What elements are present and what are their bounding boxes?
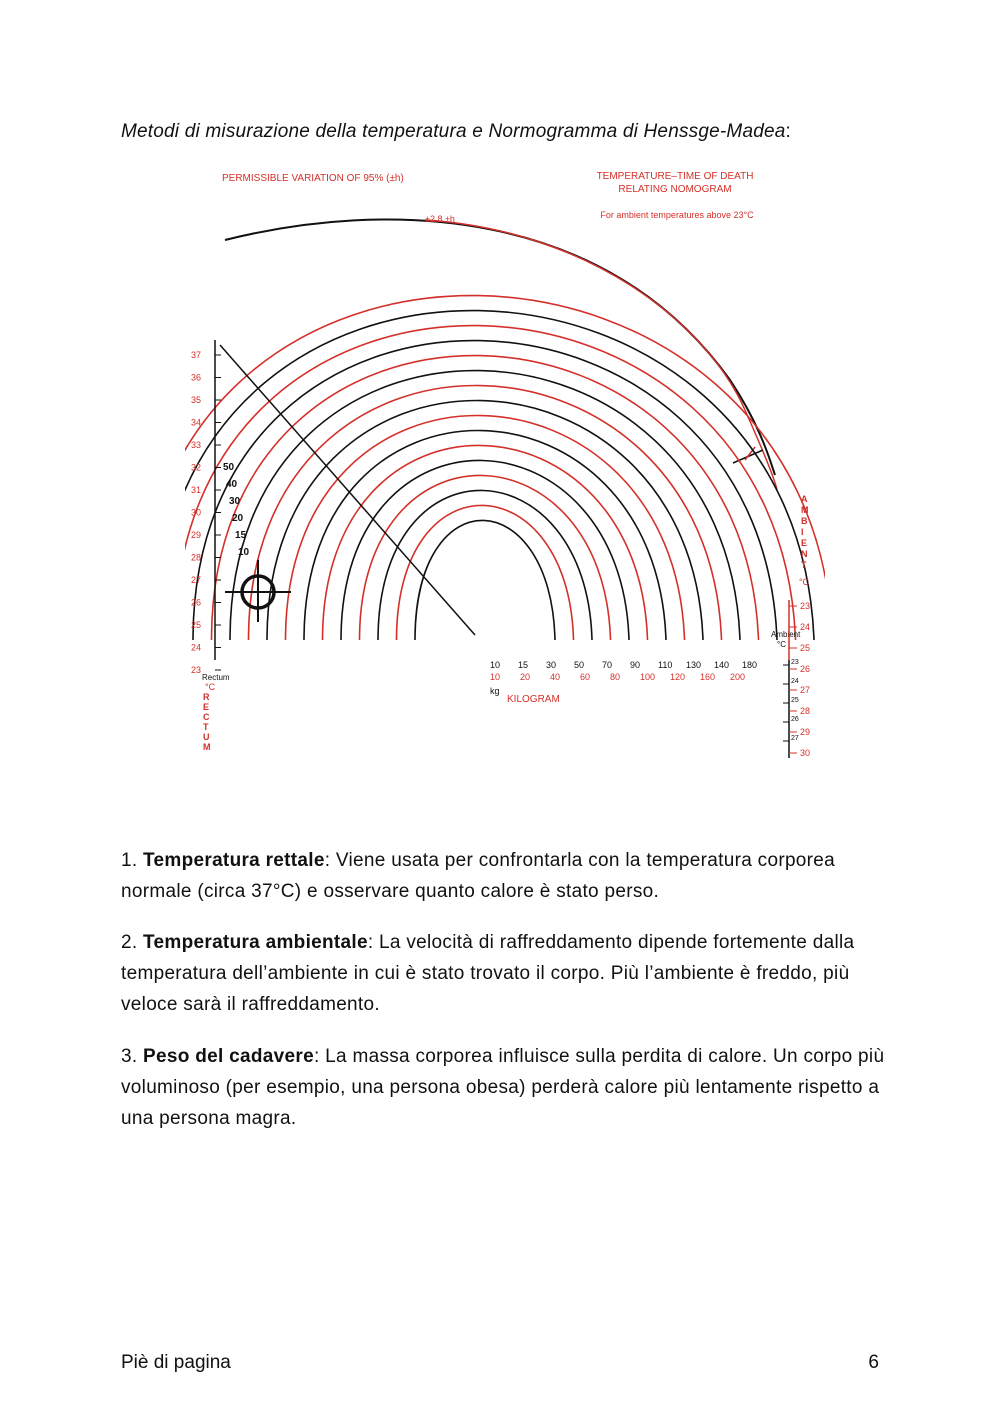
nomogram-subtitle: For ambient temperatures above 23°C [600, 210, 754, 220]
rectum-tick-label: 32 [191, 462, 202, 473]
weight-curve [397, 505, 574, 640]
rectum-tick-label: 25 [191, 620, 202, 630]
footer-text: Piè di pagina [121, 1352, 231, 1373]
nomogram-svg [185, 160, 825, 770]
paragraph-body-weight: 3. Peso del cadavere: La massa corporea influisce sulla perdita di calore. Un corpo più voluminoso (per esempio, una persona obesa) perderà calore più lentamente rispetto a una persona magra. [121, 1046, 885, 1129]
paragraph-ambient-temperature: 2. Temperatura ambientale: La velocità di raffreddamento dipende fortemente dalla temperatura dell’ambiente in cui è stato trovato il corpo. Più l’ambiente è freddo, più veloce sarà il raffreddamento. [121, 932, 855, 1015]
ambient-red-tick-label: 25 [800, 643, 811, 653]
kg-red-label: 100 [640, 672, 656, 682]
kg-scale-red [490, 672, 745, 682]
rectum-label: Rectum [202, 673, 230, 682]
ambient-vertical-label [801, 494, 809, 570]
permissible-variation-label: PERMISSIBLE VARIATION OF 95% (±h) [222, 173, 404, 184]
kg-red-label: 80 [610, 672, 621, 682]
weight-curve [249, 386, 722, 640]
ambient-red-tick-label: 29 [800, 727, 811, 737]
rectum-tick-label: 26 [191, 597, 202, 608]
weight-curve [323, 445, 648, 640]
ambient-scale-ticks [783, 601, 810, 758]
rectum-letter: R [203, 692, 210, 702]
rectum-letter: T [203, 722, 209, 732]
rectum-tick-label: 34 [191, 417, 202, 428]
ambient-red-tick-label: 23 [800, 601, 811, 611]
weight-curve [341, 460, 629, 640]
page-number: 6 [868, 1352, 879, 1373]
kg-red-label: 160 [700, 672, 716, 682]
rectum-tick-label: 27 [191, 575, 202, 585]
ambient-unit: °C [798, 577, 810, 587]
kg-black-label: 130 [686, 660, 702, 670]
term-body-weight: Peso del cadavere [143, 1046, 314, 1067]
rectum-unit: °C [205, 682, 216, 692]
rectum-tick-label: 24 [191, 642, 202, 653]
ambient-letter: T [801, 560, 807, 570]
kg-black-label: 10 [490, 660, 501, 670]
term-ambient-temperature: Temperatura ambientale [143, 932, 368, 953]
kg-black-label: 90 [630, 660, 641, 670]
rectum-tick-label: 23 [191, 665, 202, 675]
ambient-red-tick-label: 30 [800, 748, 811, 758]
ambient-letter: B [801, 516, 808, 526]
inner-weight-label: 50 [223, 462, 235, 473]
rectum-tick-label: 29 [191, 530, 202, 540]
ambient-letter: N [801, 549, 808, 559]
kilogram-label: KILOGRAM [507, 694, 560, 705]
weight-curve [286, 415, 685, 640]
ambient-inner-unit: °C [777, 640, 786, 649]
kg-black-label: 50 [574, 660, 585, 670]
weight-curve [185, 296, 825, 640]
ambient-black-tick-label: 25 [791, 697, 799, 704]
term-rectal-temperature: Temperatura rettale [143, 850, 325, 871]
kg-scale-black [490, 660, 757, 670]
inner-weight-label: 15 [235, 530, 247, 541]
weight-curves [185, 296, 825, 640]
inner-weight-label: 20 [232, 513, 244, 524]
rectum-vertical-label [203, 692, 211, 752]
inner-weight-label: 30 [229, 496, 241, 507]
weight-curve [212, 356, 759, 640]
kg-black-label: 30 [546, 660, 557, 670]
kg-red-label: 10 [490, 672, 501, 682]
ambient-red-tick-label: 28 [800, 706, 811, 716]
paragraph-rectal-temperature: 1. Temperatura rettale: Viene usata per confrontarla con la temperatura corporea normale (circa 37°C) e osservare quanto calore è stato perso. [121, 850, 836, 902]
henssge-nomogram [185, 160, 825, 770]
ambient-red-tick-label: 27 [800, 685, 811, 695]
ambient-letter: I [801, 527, 804, 537]
kg-red-label: 20 [520, 672, 531, 682]
nomogram-title-line1: TEMPERATURE–TIME OF DEATH [596, 171, 754, 182]
crosshair-target-icon [225, 560, 291, 622]
figure-caption: Metodi di misurazione della temperatura e Normogramma di Henssge-Madea: [121, 121, 792, 142]
kg-red-label: 200 [730, 672, 746, 682]
ambient-red-tick-label: 24 [800, 622, 811, 632]
kg-label: kg [490, 686, 500, 696]
kg-red-label: 60 [580, 672, 591, 682]
ambient-inner-label: Ambient [771, 630, 801, 639]
rectum-letter: M [203, 742, 211, 752]
ambient-black-tick-label: 23 [791, 659, 799, 666]
rectum-scale-ticks [191, 350, 221, 675]
rectum-tick-label: 36 [191, 372, 202, 383]
rectum-tick-label: 30 [191, 507, 202, 518]
ambient-red-tick-label: 26 [800, 664, 811, 674]
ambient-black-tick-label: 24 [791, 678, 799, 685]
rectum-letter: C [203, 712, 210, 722]
weight-curve [378, 490, 592, 640]
ambient-black-tick-label: 27 [791, 735, 799, 742]
inner-weight-label: 10 [238, 547, 250, 558]
kg-black-label: 70 [602, 660, 613, 670]
nomogram-title-line2: RELATING NOMOGRAM [618, 184, 732, 195]
kg-black-label: 15 [518, 660, 529, 670]
kg-black-label: 140 [714, 660, 730, 670]
kg-black-label: 110 [658, 660, 673, 670]
rectum-tick-label: 31 [191, 485, 202, 495]
rectum-tick-label: 28 [191, 552, 202, 563]
weight-curve [185, 311, 814, 640]
weight-curve [415, 520, 555, 640]
ambient-letter: E [801, 538, 808, 548]
ambient-letter: M [801, 505, 809, 515]
rectum-tick-label: 35 [191, 395, 202, 405]
kg-red-label: 40 [550, 672, 561, 682]
ambient-letter: A [801, 494, 808, 504]
variation-marks: ±2.8 ±h [425, 214, 455, 224]
rectum-letter: E [203, 702, 210, 712]
rectum-letter: U [203, 732, 210, 742]
kg-red-label: 120 [670, 672, 686, 682]
rectum-tick-label: 33 [191, 440, 202, 450]
rectum-tick-label: 37 [191, 350, 202, 360]
kg-black-label: 180 [742, 660, 758, 670]
inner-weight-label: 40 [226, 479, 238, 490]
weight-curve [304, 430, 666, 640]
ambient-black-tick-label: 26 [791, 716, 799, 723]
